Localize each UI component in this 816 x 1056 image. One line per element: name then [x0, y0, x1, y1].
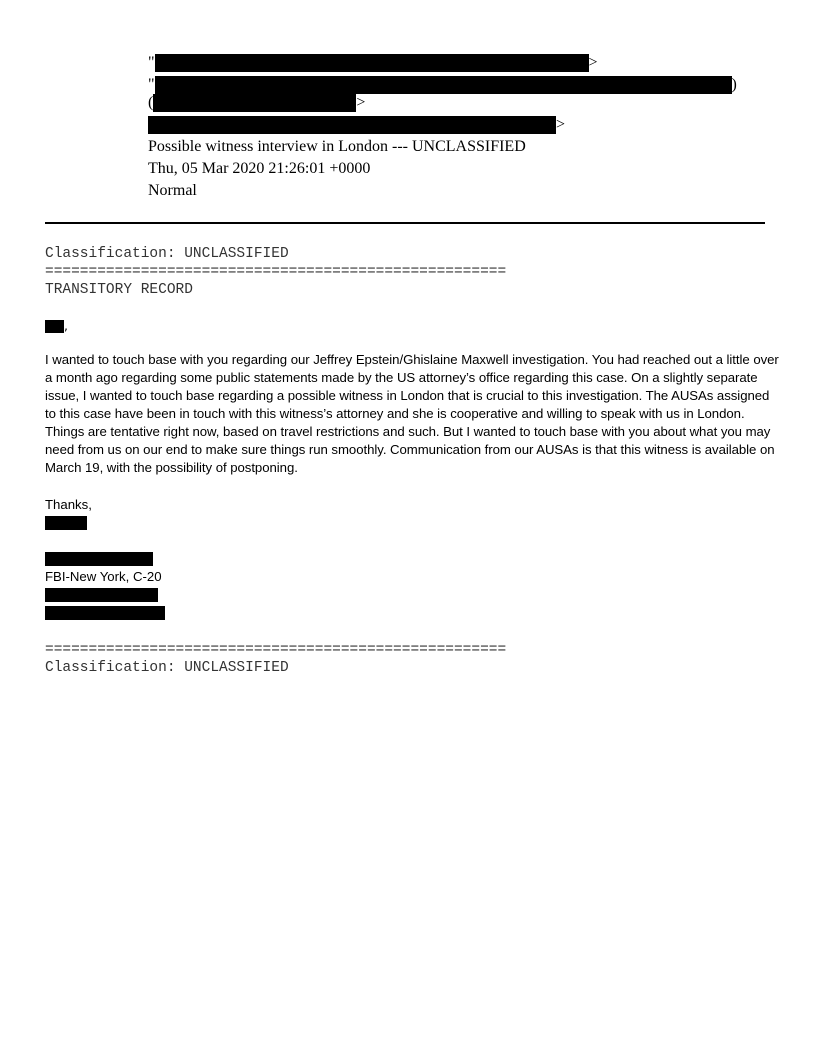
redaction-box — [153, 94, 356, 112]
redaction-box — [45, 588, 158, 602]
office: FBI-New York, C-20 — [45, 569, 162, 584]
subject-value: Possible witness interview in London --- UNCLASSIFIED — [148, 138, 526, 155]
to-value-line2: ( > — [148, 94, 366, 111]
to-value: " ) — [148, 76, 737, 93]
redaction-box — [155, 54, 589, 72]
cc-value: > — [148, 114, 565, 136]
classification-bottom: Classification: UNCLASSIFIED — [45, 660, 289, 676]
header-divider — [45, 222, 765, 224]
classification-top: Classification: UNCLASSIFIED — [45, 246, 289, 262]
separator-bottom: ===================================================== — [45, 642, 507, 658]
record-type: TRANSITORY RECORD — [45, 282, 193, 298]
redaction-box — [45, 606, 165, 620]
separator-top: ===================================================== — [45, 264, 507, 280]
from-value: " > — [148, 54, 598, 71]
redaction-box — [148, 116, 556, 134]
redaction-box — [45, 320, 64, 333]
date-value: Thu, 05 Mar 2020 21:26:01 +0000 — [148, 160, 371, 177]
redaction-box — [45, 552, 153, 566]
signoff: Thanks, — [45, 497, 92, 512]
redaction-box — [45, 516, 87, 530]
greeting: , — [45, 317, 773, 335]
message-body: I wanted to touch base with you regarding our Jeffrey Epstein/Ghislaine Maxwell investigation. You had reached out a little over a month ago regarding some public statements made by the US attorney’s office regarding this case. On a slightly separate issue, I wanted to touch base regarding a possible witness in London that is crucial to this investigation. The AUSAs assigned to this case have been in touch with this witness’s attorney and she is cooperative and willing to speak with us in London. Things are tentative right now, based on travel restrictions and such. But I wanted to touch base with you about what you may need from us on our end to make sure things run smoothly. Communication from our AUSAs is that this witness is available on March 19, with the possibility of postponing. — [45, 352, 779, 475]
importance-value: Normal — [148, 182, 197, 199]
